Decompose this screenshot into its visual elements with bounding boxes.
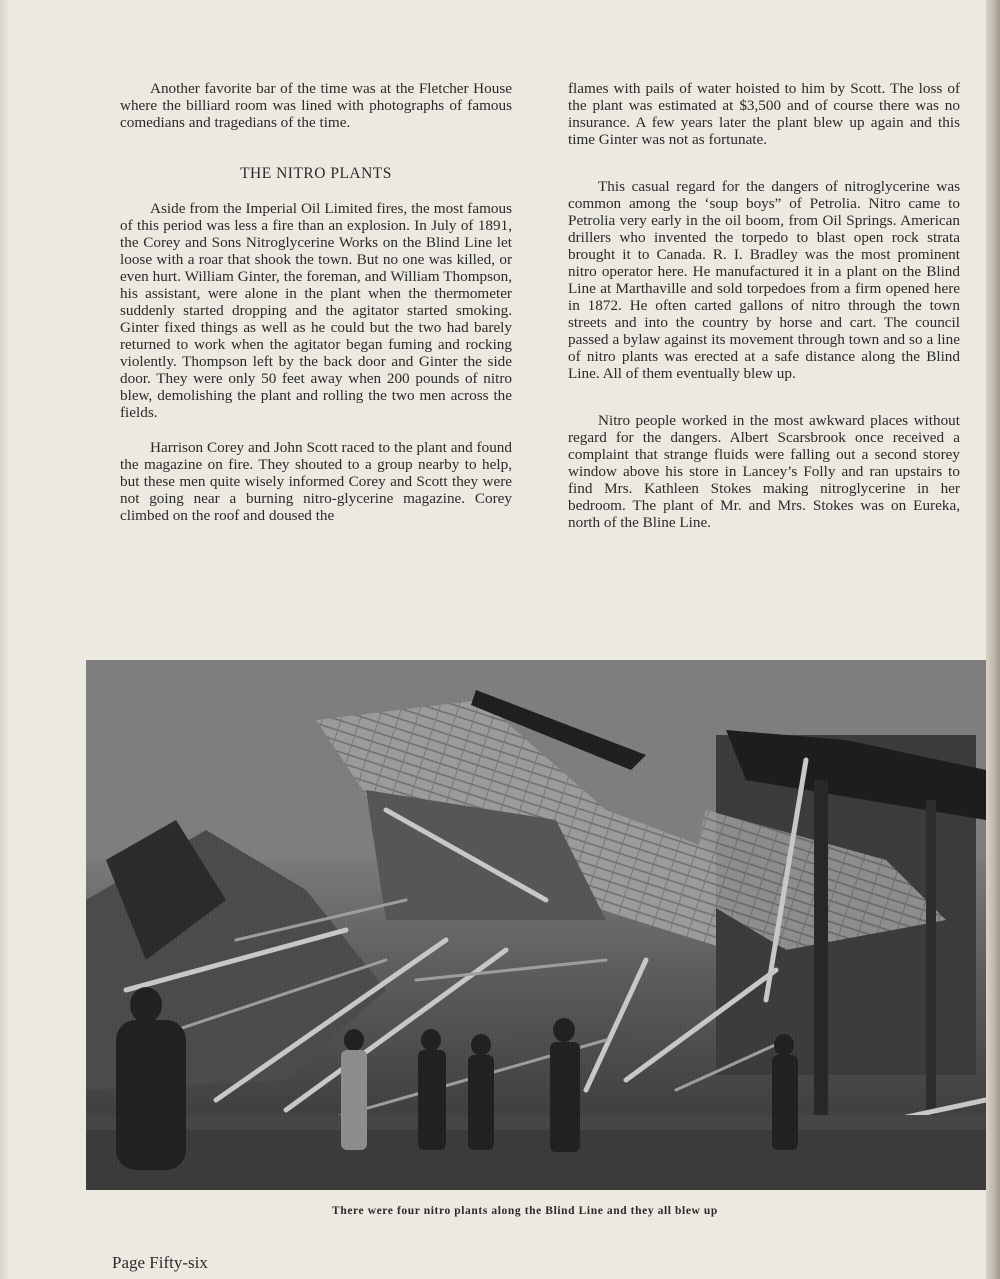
continuation-paragraph: flames with pails of water hoisted to him by Scott. The loss of the plant was estimated at $3,500 and of course there was no insurance. A few years later the plant blew up again and this time Ginter was not as fortunate. (568, 80, 960, 148)
paragraph: Aside from the Imperial Oil Limited fires, the most famous of this period was less a fire than an explosion. In July of 1891, the Corey and Sons Nitroglycerine Works on the Blind Line let loose with a roar that shook the town. But no one was killed, or even hurt. William Ginter, the foreman, and William Thompson, his assistant, were alone in the plant when the thermometer suddenly started dropping and the agitator started smoking. Ginter fixed things as well as he could but the two had barely returned to work when the agitator began fuming and rocking violently. Thompson left by the back door and Ginter the side door. They were only 50 feet away when 200 pounds of nitro blew, demolishing the plant and rolling the two men across the fields. (120, 200, 512, 421)
photo-caption: There were four nitro plants along the Blind Line and they all blew up (332, 1205, 718, 1217)
paragraph: This casual regard for the dangers of nitroglycerine was common among the ‘soup boys” of Petrolia. Nitro came to Petrolia very early in the oil boom, from Oil Springs. American drillers who invented the torpedo to blast open rock strata brought it to Canada. R. I. Bradley was the most prominent nitro operator here. He manufactured it in a plant on the Blind Line at Marthaville and sold torpedoes from a firm opened here in 1872. He often carted gallons of nitro through the town streets and into the country by horse and cart. The council passed a bylaw against its movement through town and so a line of nitro plants was erected at a safe distance along the Blind Line. All of them eventually blew up. (568, 178, 960, 382)
section-heading: THE NITRO PLANTS (240, 165, 392, 182)
ruins-illustration (86, 660, 986, 1190)
page-number: Page Fifty-six (112, 1253, 208, 1272)
paragraph: Nitro people worked in the most awkward places without regard for the dangers. Albert Scarsbrook once received a complaint that strange fluids were falling out a second storey window above his store in Lancey’s Folly and ran upstairs to find Mrs. Kathleen Stokes making nitroglycerine in her bedroom. The plant of Mr. and Mrs. Stokes was on Eureka, north of the Bline Line. (568, 412, 960, 531)
intro-paragraph: Another favorite bar of the time was at the Fletcher House where the billiard room was lined with photographs of famous comedians and tragedians of the time. (120, 80, 512, 131)
explosion-ruins-photo (86, 660, 986, 1190)
page-edge (986, 0, 1000, 1279)
spine-shadow (0, 0, 10, 1279)
right-column (568, 80, 960, 549)
paragraph: Harrison Corey and John Scott raced to the plant and found the magazine on fire. They shouted to a group nearby to help, but these men quite wisely informed Corey and Scott they were not going near a burning nitro-glycerine magazine. Corey climbed on the roof and doused the (120, 439, 512, 524)
left-column (120, 80, 512, 542)
